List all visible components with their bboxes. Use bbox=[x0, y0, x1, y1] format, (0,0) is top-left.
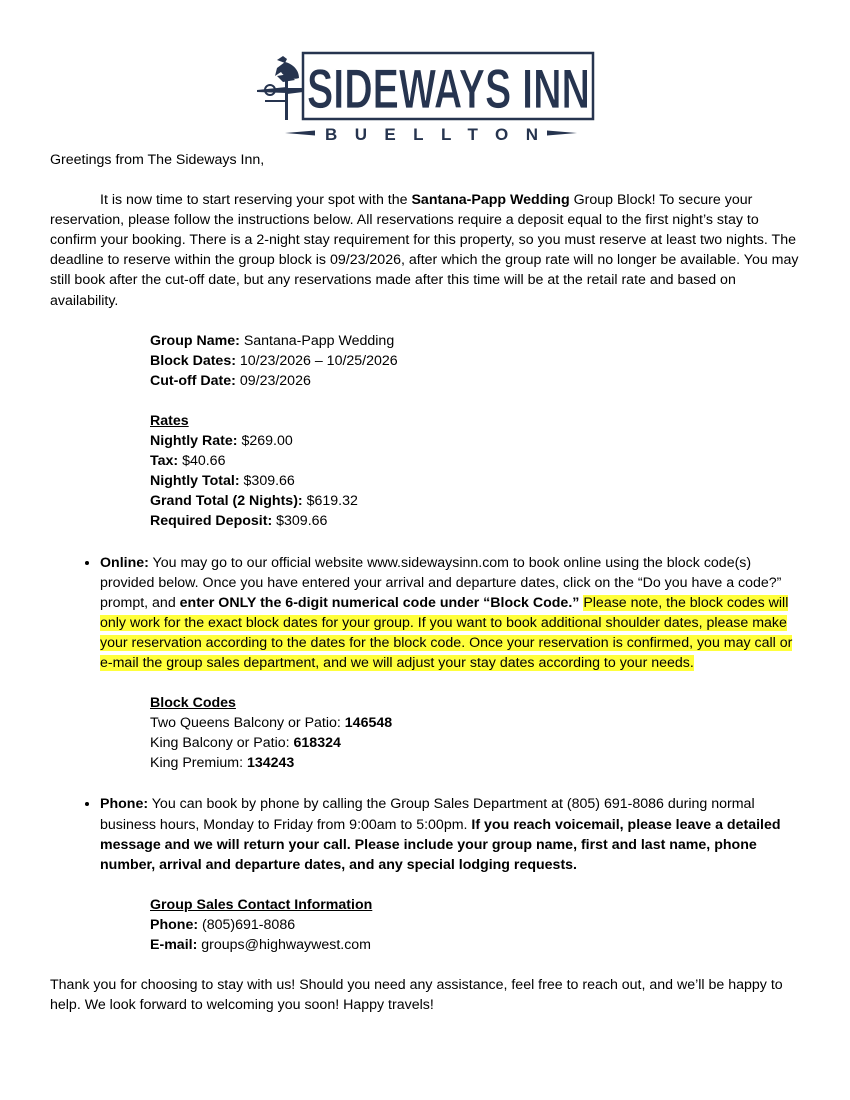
logo-name: SIDEWAYS INN bbox=[307, 57, 590, 120]
group-name-bold: Santana-Papp Wedding bbox=[411, 192, 570, 209]
block-codes-heading: Block Codes bbox=[150, 695, 236, 712]
phone-list bbox=[50, 793, 802, 874]
contact-section: Group Sales Contact Information Phone: (805)691-8086 E-mail: groups@highwaywest.com bbox=[150, 895, 802, 955]
phone-instructions: • Phone: You can book by phone by calling the Group Sales Department at (805) 691-8086 during normal business hours, Monday to Friday from 9:00am to 5:00pm. If you reach voicemail, please leave a detailed message and we will return your call. Please include your group name, first and last name, phone number, arrival and departure dates, and any special lodging requests. bbox=[100, 793, 802, 874]
logo-location: BUELLTON bbox=[325, 125, 538, 144]
closing-paragraph: Thank you for choosing to stay with us! Should you need any assistance, feel free to reach out, and we’ll be happy to help. We look forward to welcoming you soon! Happy travels! bbox=[50, 977, 783, 1014]
intro-paragraph: It is now time to start reserving your spot with the Santana-Papp Wedding Group Block! To secure your reservation, please follow the instructions below. All reservations require a deposit equal to the first night’s stay to confirm your booking. There is a 2-night stay requirement for this property, so you must reserve at least two nights. The deadline to reserve within the group block is 09/23/2026, after which the group rate will no longer be available. You may still book after the cut-off date, but any reservations made after this time will be at the retail rate and based on availability. bbox=[50, 192, 799, 309]
rates-section: Rates Nightly Rate: $269.00 Tax: $40.66 Nightly Total: $309.66 Grand Total (2 Nights): $619.32 Required Deposit: $309.66 bbox=[150, 411, 802, 532]
highlighted-note: Please note, the block codes will only work for the exact block dates for your group. If you want to book additional shoulder dates, please make your reservation according to the dates for the block code. Once your reservation is confirmed, you may call or e-mail the group sales department, and we will adjust your stay dates according to your needs. bbox=[100, 594, 793, 671]
block-code-row: King Premium: 134243 bbox=[150, 755, 295, 772]
sideways-inn-logo bbox=[255, 50, 595, 146]
greeting: Greetings from The Sideways Inn, bbox=[50, 152, 265, 168]
block-codes-section bbox=[150, 693, 802, 773]
online-list bbox=[50, 552, 802, 674]
block-code-row: King Balcony or Patio: 618324 bbox=[150, 735, 341, 752]
contact-heading: Group Sales Contact Information bbox=[150, 896, 373, 913]
weathervane-icon bbox=[257, 56, 303, 120]
group-info: Group Name: Santana-Papp Wedding Block Dates: 10/23/2026 – 10/25/2026 Cut-off Date: 09/23/2026 bbox=[150, 332, 398, 389]
rates-heading: Rates bbox=[150, 412, 189, 429]
letter-body bbox=[50, 150, 802, 1015]
block-code-row: Two Queens Balcony or Patio: 146548 bbox=[150, 715, 393, 732]
online-instructions: • Online: You may go to our official website www.sidewaysinn.com to book online using the block code(s) provided below. Once you have entered your arrival and departure dates, click on the “Do you have a code?” prompt, and enter ONLY the 6-digit numerical code under “Block Code.” Please note, the block codes will only work for the exact block dates for your group. If you want to book additional shoulder dates, please make your reservation according to the dates for the block code. Once your reservation is confirmed, you may call or e-mail the group sales department, and we will adjust your stay dates according to your needs. bbox=[100, 552, 802, 674]
